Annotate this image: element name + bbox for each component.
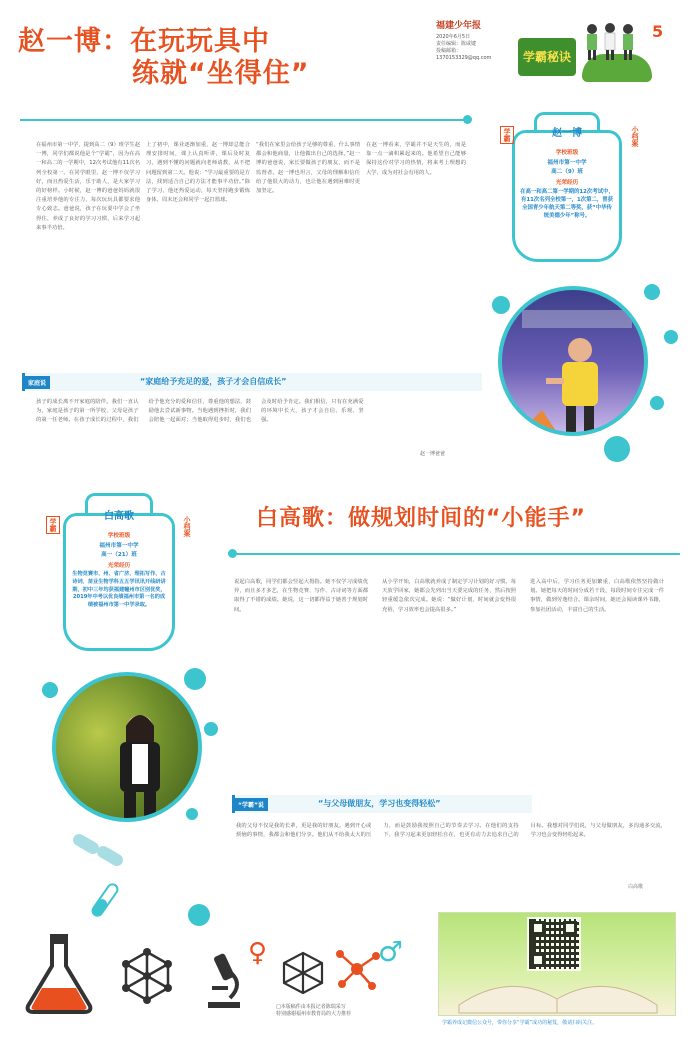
decor-dot-3 (664, 330, 678, 344)
logo-text: 学霸秘诀 (518, 38, 576, 76)
profile2-school: 福州市第一中学 (99, 543, 139, 549)
decor-dot-8 (204, 722, 218, 736)
headline-1-line2: 练就“坐得住” (132, 58, 310, 89)
divider-line-mid (232, 553, 680, 555)
profile1-class: 高二（9）班 (551, 169, 583, 175)
headline-1-line1: 赵一博：在玩玩具中 (18, 26, 270, 57)
decor-dot-2 (644, 284, 660, 300)
photo-zhao-yibo (498, 286, 648, 436)
divider-line-top (20, 119, 468, 121)
profile-card-2 (63, 493, 175, 651)
section1-signature: 赵一博爸爸 (420, 451, 446, 457)
qr-promo-banner (438, 912, 676, 1016)
contact-email: 1370153329@qq.com (436, 55, 492, 61)
decor-dot-7 (184, 668, 206, 690)
article2-col3: 进入高中后，学习任务更加繁重，白高歌依然坚持做计划。她把每天的时间分成若干段，每段时间专注完成一件事情，做到劳逸结合。课余时间，她还会阅读课外书籍，参加社团活动，丰富自己的生活。 (530, 579, 664, 613)
pills-icon (70, 832, 130, 876)
page-number: 5 (652, 22, 664, 41)
qr-finder-tr (563, 921, 577, 935)
flask-icon (22, 932, 96, 1020)
profile1-school-label: 学校班级 (555, 150, 579, 156)
female-symbol-icon: ♀ (248, 938, 268, 968)
section2-label-text: “学霸”说 (238, 802, 264, 809)
issue-date: 2020年6月5日 (436, 34, 471, 40)
profile2-name: 白高歌 (104, 511, 134, 522)
decor-dot-10 (188, 904, 210, 926)
article1-col3: “我们在家里会给孩子足够的尊重，什么事情都会和他商量，让他做出自己的选择。”赵一博的爸爸说，家长要做孩子的朋友，而不是监督者。赵一博也坦言，父母的理解和信任给了他很大的动力，也让他在遇到困难时更加坚定。 (256, 142, 360, 195)
profile1-honor-label: 光荣经历 (555, 180, 579, 186)
students-illustration (582, 22, 638, 62)
profile1-school: 福州市第一中学 (547, 160, 587, 166)
parents-text: 我的父母不仅是我的长辈，更是我的好朋友。遇到开心或烦恼的事情，我都会和他们分享。他们从不给我太大的压力，而是鼓励我按照自己的节奏去学习。在他们的支持下，我学习起来更加轻松自在，也更有动力去追求自己的目标。我想对同学们说，与父母做朋友，多沟通多交流，学习也会变得轻松起来。 (236, 823, 666, 839)
qr-code[interactable] (527, 917, 581, 971)
decor-dot-1 (492, 296, 510, 314)
profile2-honor-label: 光荣经历 (107, 563, 131, 569)
profile2-class: 高一（21）班 (101, 552, 137, 558)
article2-col1: 说起白高歌，同学们都会竖起大拇指。她不仅学习成绩优异，而且多才多艺，在生物竞赛、写作、古诗词等方面都取得了不错的成绩。她说，这一切都得益于她善于规划时间。 (234, 579, 368, 613)
masthead (436, 18, 520, 62)
section2-label (234, 798, 268, 811)
editor: 责任编辑：陈咸键 (436, 41, 477, 47)
article1-col4: 在赵一博看来，学霸并不是天生的，而是靠一点一滴积累起来的。他希望自己能够保持这份对学习的热情，将来考上理想的大学，成为对社会有用的人。 (366, 142, 466, 176)
molecule-icon (116, 944, 178, 1018)
section2-quote: “与父母做朋友，学习也变得轻松” (318, 799, 441, 808)
article1-col1: 在福州市第一中学，提到高二（9）班学生赵一博，同学们都说他是个“学霸”，因为在高一和高二的一学期中，12次考试他有11次名列全校第一。在同学眼里，赵一博不仅学习好，而且热爱生活，乐于助人，是大家学习的好榜样。小时候，赵一博的爸爸妈妈就很注重培养他的专注力，每次玩玩具都要求他专心致志。爸爸说，孩子在玩耍中学会了坐得住，养成了良好的学习习惯，后来学习起来事半功倍。 (36, 142, 140, 231)
article1-col2: 上了初中，课业逐渐加重，赵一博却总能合理安排时间，课上认真听讲，课后及时复习，遇到不懂的问题就向老师请教，从不把问题留到第二天。他说：“学习最重要的是方法，找到适合自己的方法才能事半功倍。”除了学习，他还热爱运动，每天坚持跑步锻炼身体，周末还会和同学一起打篮球。 (146, 142, 250, 204)
profile2-tag-right: 小档案 (183, 516, 191, 537)
qr-caption: 学霸养成记微信公众号，带你分享“学霸”成功的秘笈，敬请扫码关注。 (442, 1020, 598, 1026)
profile2-school-label: 学校班级 (107, 533, 131, 539)
article2-col2: 从小学开始，白高歌就养成了制定学习计划的好习惯。每天放学回家，她都会先列出当天要完成的任务，然后按照轻重缓急依次完成。她说：“做好计划，时间就会变得很充裕，学习效率也会提高很多。” (382, 579, 516, 613)
divider-dot-2 (228, 549, 237, 558)
divider-dot (463, 115, 472, 124)
headline-2: 白高歌：做规划时间的“小能手” (256, 506, 586, 531)
profile1-tag-right: 小档案 (631, 126, 639, 147)
test-tube-icon (88, 882, 122, 926)
decor-dot-6 (42, 682, 58, 698)
qr-finder-tl (531, 921, 545, 935)
section1-label (24, 376, 50, 389)
paper-name: 福建少年报 (436, 21, 482, 31)
profile1-tag-left: 学霸 (500, 126, 514, 144)
section1-quote: “家庭给予充足的爱，孩子才会自信成长” (140, 377, 287, 386)
male-symbol-icon: ♂ (378, 935, 404, 968)
photo-bai-gaoge (52, 672, 202, 822)
crystal-icon (280, 950, 326, 1000)
section2-signature: 白高歌 (628, 884, 644, 890)
headline-1 (18, 26, 310, 90)
decor-dot-5 (650, 396, 664, 410)
profile1-name: 赵一博 (552, 128, 582, 139)
decor-dot-4 (604, 436, 630, 462)
contact-label: 投稿邮箱： (436, 48, 462, 54)
profile2-tag-left: 学霸 (46, 516, 60, 534)
decor-dot-9 (186, 808, 198, 820)
footer-caption: □本版稿件由本报记者陈瑞采写 特别感谢福州市教育局的大力推荐 (276, 1004, 352, 1017)
column-logo (516, 20, 666, 82)
profile1-honor: 在高一和高二第一学期的12次考试中，有11次名列全校第一，1次第二，曾获全国青少年航天第二等奖，获“中华传统美德少年”称号。 (520, 189, 614, 219)
profile-card-1 (512, 112, 622, 262)
profile2-honor: 生物竞赛市、州、省广济、理拓写作、古诗词、苗业生物学科五五学讯讯开线研讲期，初中三年均获福建幢州市区别优奖，2019年中考以优良绩福州市第一名的成绩被福州市第一中学录取。 (72, 571, 166, 609)
qr-finder-bl (531, 953, 545, 967)
microscope-icon (200, 950, 248, 1014)
family-text: 孩子的成长离不开家庭的陪伴。我们一直认为，家庭是孩子的第一所学校，父母是孩子的第一任老师。在孩子成长的过程中，我们给予他充分的爱和信任，尊重他的想法，鼓励他去尝试新事物。当他遇到挫折时，我们会陪他一起面对；当他取得进步时，我们也会及时给予肯定。我们相信，只有在充满爱的环境中长大，孩子才会自信、乐观、坚强。 (36, 399, 364, 424)
section1-label-text: 家庭说 (28, 380, 47, 387)
atom-cluster-icon (332, 944, 382, 998)
